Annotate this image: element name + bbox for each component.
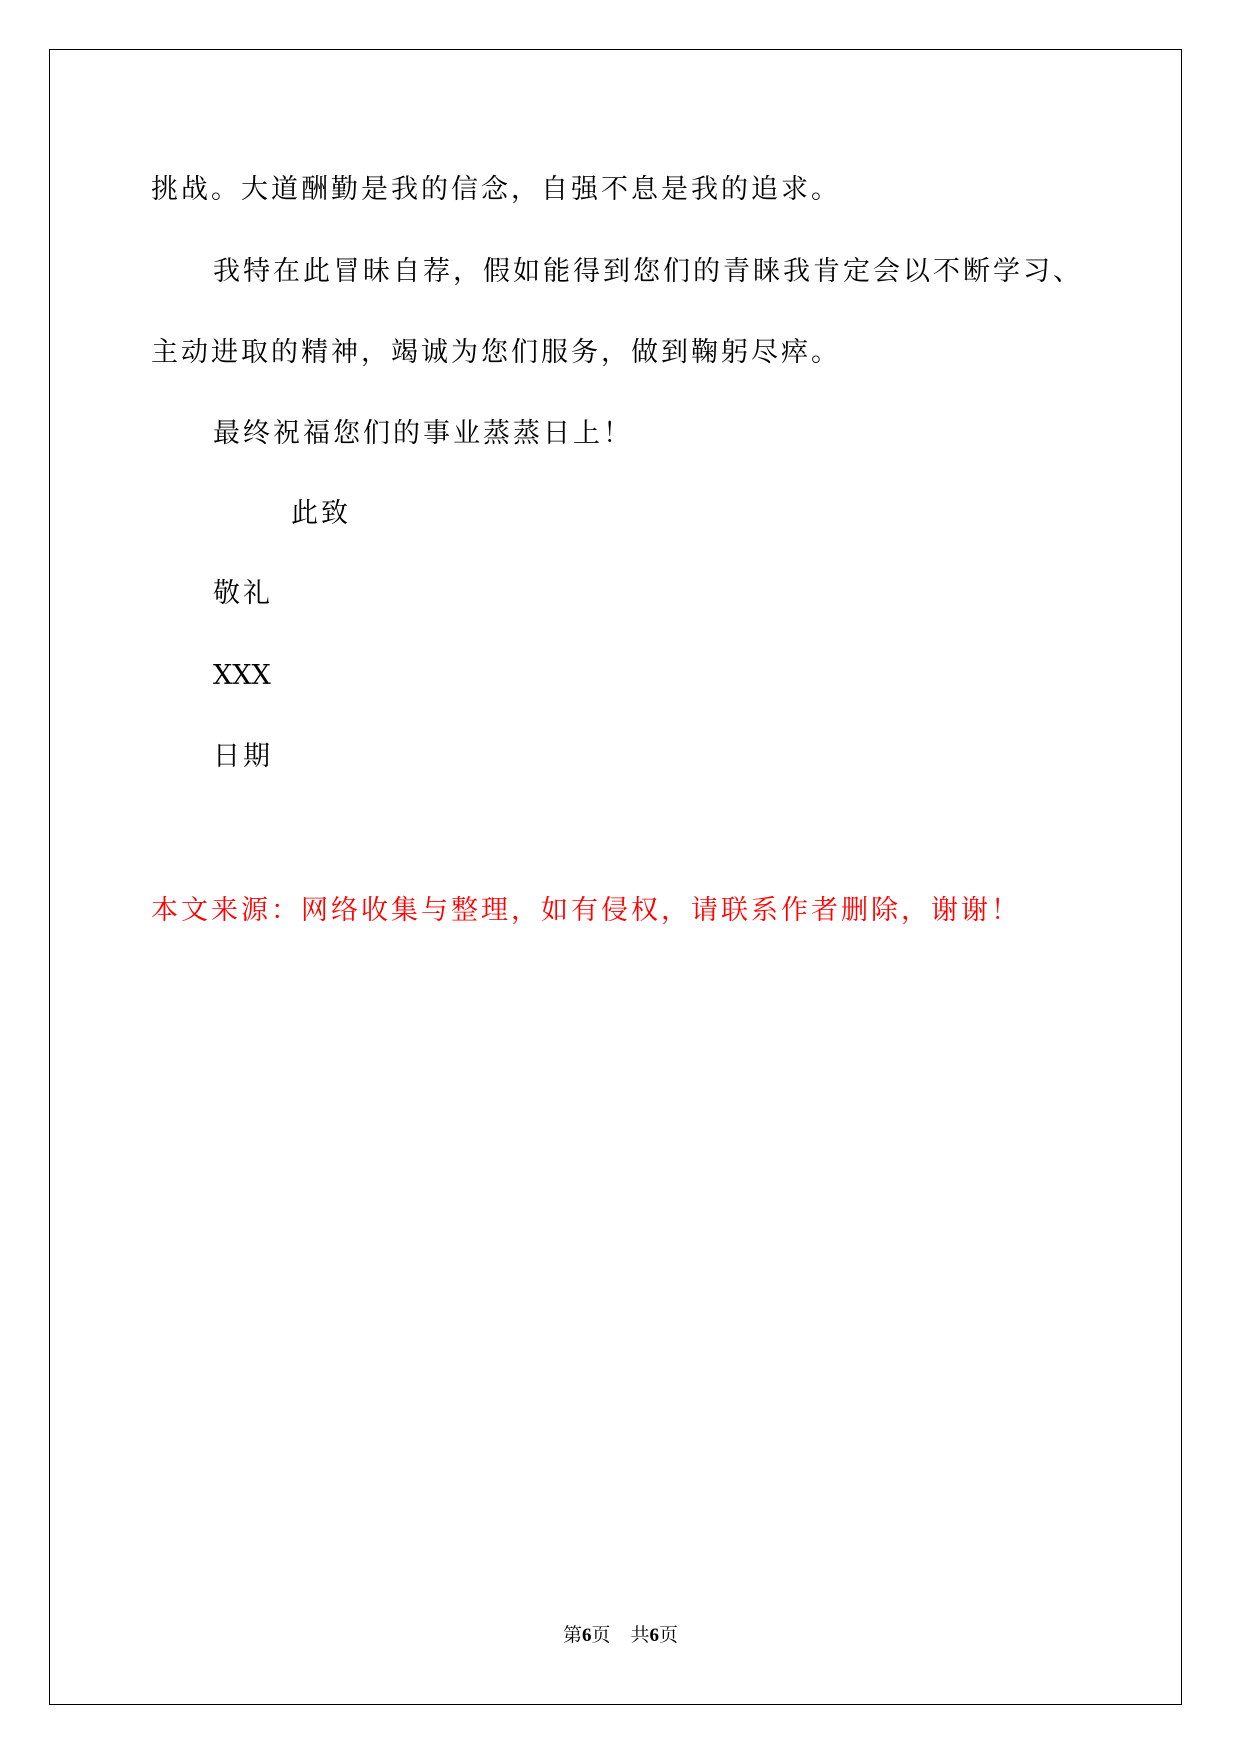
signature-name: XXX: [213, 660, 271, 691]
total-suffix: 页: [659, 1625, 679, 1646]
page-footer: [0, 1625, 1241, 1647]
current-page-number: 6: [581, 1625, 592, 1646]
body-line-3: 主动进取的精神，竭诚为您们服务，做到鞠躬尽瘁。: [151, 337, 841, 368]
page-suffix: 页: [591, 1625, 611, 1646]
body-line-1: 挑战。大道酬勤是我的信念，自强不息是我的追求。: [151, 174, 841, 205]
salutation-jingli: 敬礼: [213, 578, 273, 609]
page-border: [49, 49, 1182, 1705]
closing-wish: 最终祝福您们的事业蒸蒸日上！: [213, 418, 633, 449]
body-line-2: 我特在此冒昧自荐，假如能得到您们的青睐我肯定会以不断学习、: [213, 256, 1083, 287]
total-prefix: 共: [630, 1625, 650, 1646]
source-notice: 本文来源：网络收集与整理，如有侵权，请联系作者删除，谢谢！: [151, 895, 1021, 926]
page-prefix: 第: [562, 1625, 582, 1646]
salutation-cizhi: 此致: [291, 498, 351, 529]
total-page-number: 6: [649, 1625, 660, 1646]
signature-date: 日期: [213, 741, 273, 772]
